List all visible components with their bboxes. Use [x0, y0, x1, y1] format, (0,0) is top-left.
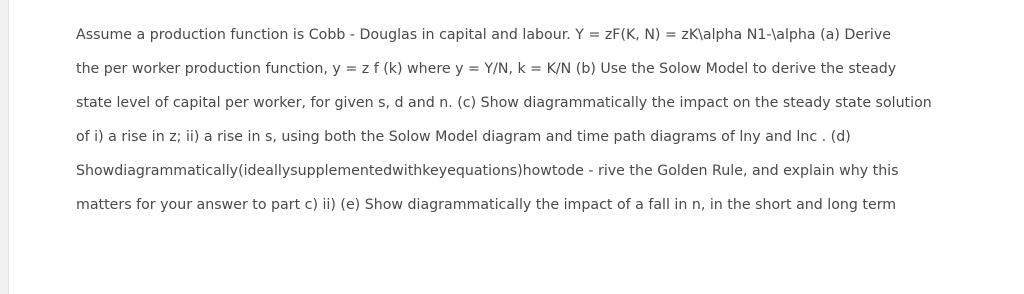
- question-card: [8, 0, 1024, 294]
- question-line-5: Showdiagrammatically(ideallysupplementedwithkeyequations)howtode - rive the Golden Rule, and explain why this: [76, 163, 899, 179]
- question-line-3: state level of capital per worker, for given s, d and n. (c) Show diagrammatically the impact on the steady state solution: [76, 95, 932, 111]
- question-text: [76, 18, 976, 222]
- question-line-1: Assume a production function is Cobb - Douglas in capital and labour. Y = zF(K, N) = zK\alpha N1-\alpha (a) Derive: [76, 27, 891, 43]
- question-line-4: of i) a rise in z; ii) a rise in s, using both the Solow Model diagram and time path diagrams of lny and lnc . (d): [76, 129, 851, 145]
- question-line-6: matters for your answer to part c) ii) (e) Show diagrammatically the impact of a fall in n, in the short and long term: [76, 197, 897, 213]
- question-line-2: the per worker production function, y = z f (k) where y = Y/N, k = K/N (b) Use the Solow Model to derive the steady: [76, 61, 897, 77]
